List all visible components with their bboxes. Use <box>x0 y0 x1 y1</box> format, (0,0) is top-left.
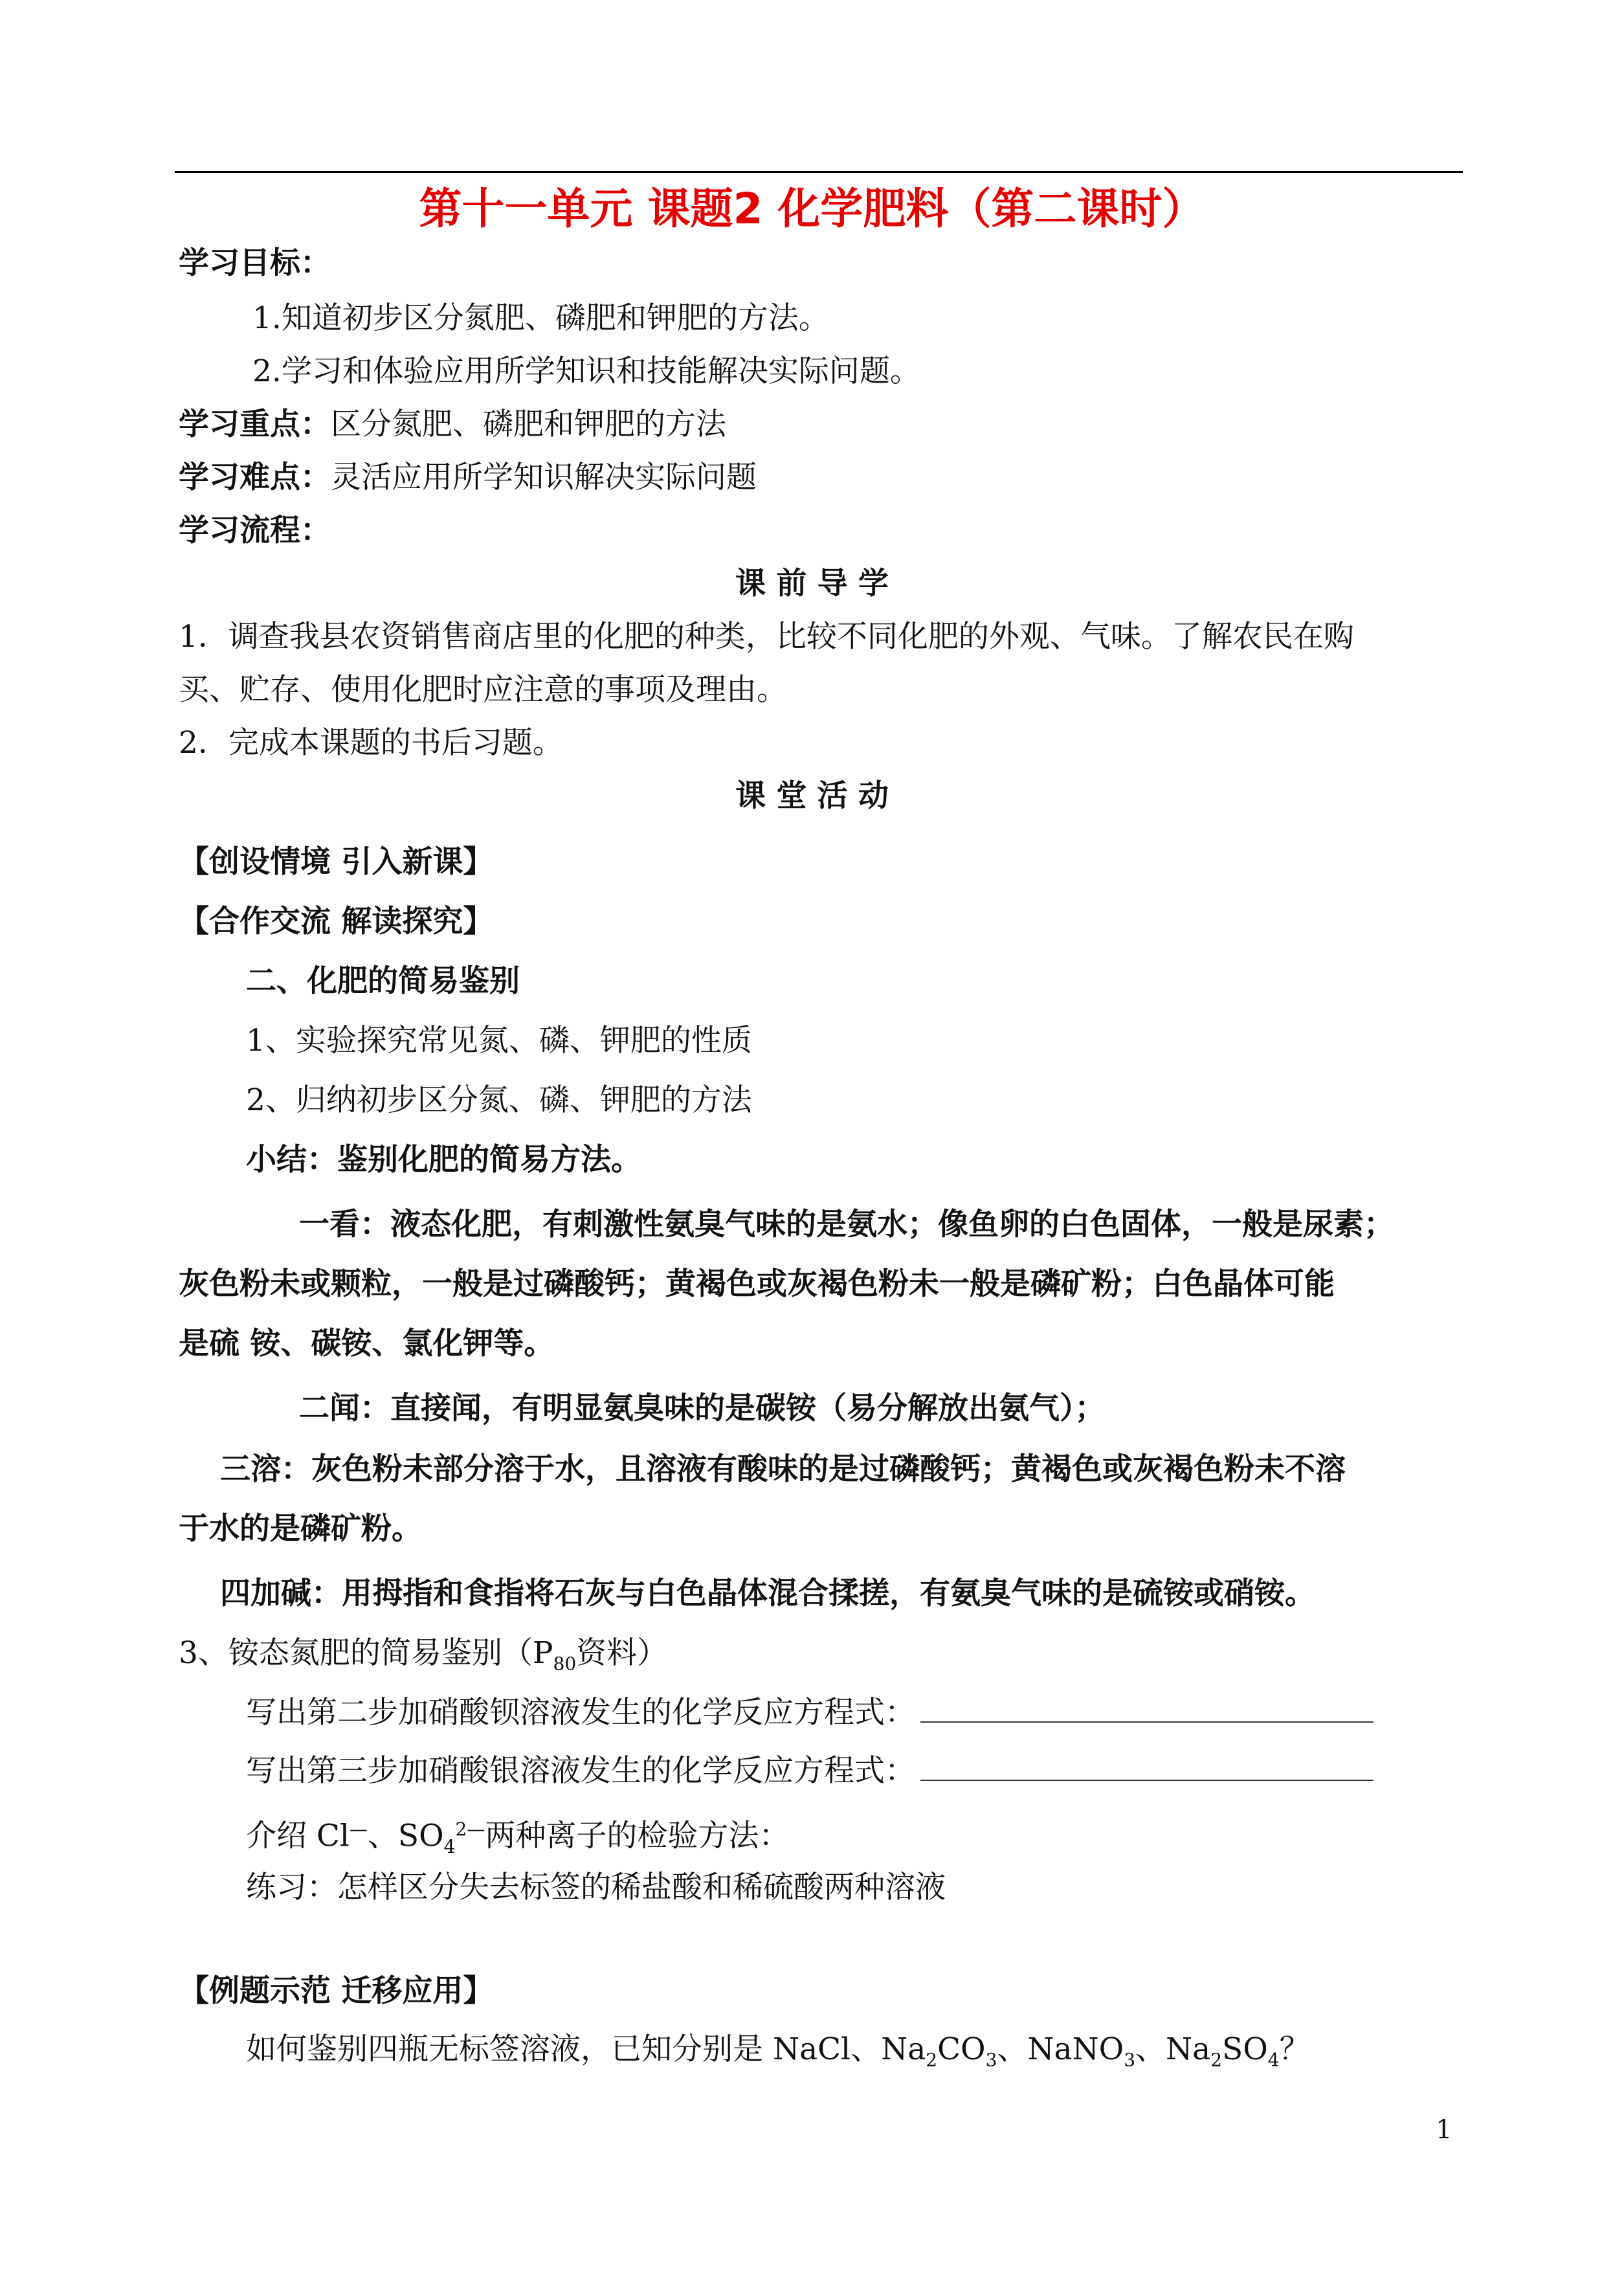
smell-line: 二闻：直接闻，有明显氨臭味的是碳铵（易分解放出氨气）； <box>299 1391 1106 1426</box>
key-point <box>179 405 726 444</box>
q-sub-1: 2 <box>926 2049 938 2071</box>
write-equation-3-text: 写出第三步加硝酸银溶液发生的化学反应方程式： <box>246 1753 915 1789</box>
sulfate-charge: — <box>467 1818 485 1840</box>
look-line-2: 灰色粉未或颗粒，一般是过磷酸钙；黄褐色或灰褐色粉未一般是磷矿粉；白色晶体可能 <box>179 1266 1335 1302</box>
sulfate-superscript: 2 <box>455 1818 467 1840</box>
chloride-charge: — <box>349 1818 368 1840</box>
step-3-subscript: 80 <box>553 1653 577 1675</box>
ion-intro-prefix: 介绍 Cl <box>246 1818 350 1854</box>
q-mid-1: CO <box>937 2031 986 2067</box>
ion-intro-suffix: 两种离子的检验方法： <box>485 1818 790 1854</box>
write-equation-3 <box>246 1752 1374 1791</box>
pre-class-item2: 2．完成本课题的书后习题。 <box>179 725 563 761</box>
page-title: 第十一单元 课题2 化学肥料（第二课时） <box>419 184 1205 234</box>
process-label: 学习流程： <box>179 513 331 548</box>
q-sub-3: 3 <box>1124 2049 1136 2071</box>
q-mid-3: 、Na <box>1135 2031 1211 2067</box>
alkali-line: 四加碱：用拇指和食指将石灰与白色晶体混合揉搓，有氨臭气味的是硫铵或硝铵。 <box>220 1576 1315 1611</box>
section-create-scene: 【创设情境 引入新课】 <box>179 844 494 880</box>
difficulty-text: 灵活应用所学知识解决实际问题 <box>331 460 757 495</box>
class-activity-heading: 课 堂 活 动 <box>735 778 889 814</box>
answer-blank-2[interactable] <box>920 1695 1374 1723</box>
step-3-prefix: 3、铵态氮肥的简易鉴别（P <box>179 1635 553 1671</box>
pre-class-item1-line1: 1．调查我县农资销售商店里的化肥的种类，比较不同化肥的外观、气味。了解农民在购 <box>179 619 1354 654</box>
ion-intro-mid: 、SO <box>367 1818 444 1854</box>
pre-class-item1-line2: 买、贮存、使用化肥时应注意的事项及理由。 <box>179 672 787 708</box>
ion-intro <box>246 1810 789 1866</box>
q-suffix: ？ <box>1279 2031 1310 2067</box>
write-equation-2-text: 写出第二步加硝酸钡溶液发生的化学反应方程式： <box>246 1695 915 1730</box>
practice: 练习：怎样区分失去标签的稀盐酸和稀硫酸两种溶液 <box>246 1870 946 1905</box>
pre-class-heading: 课 前 导 学 <box>735 566 889 601</box>
section-cooperation: 【合作交流 解读探究】 <box>179 904 494 939</box>
objectives-label: 学习目标： <box>179 245 331 281</box>
q-sub-5: 4 <box>1267 2049 1280 2071</box>
step-3-suffix: 资料） <box>576 1635 668 1671</box>
key-point-text: 区分氮肥、磷肥和钾肥的方法 <box>331 407 726 442</box>
look-line-3: 是硫 铵、碳铵、氯化钾等。 <box>179 1326 555 1361</box>
page-number: 1 <box>1436 2115 1452 2145</box>
answer-blank-3[interactable] <box>920 1754 1374 1781</box>
key-point-label: 学习重点： <box>179 407 331 442</box>
step-2: 2、归纳初步区分氮、磷、钾肥的方法 <box>246 1082 752 1118</box>
q-prefix: 如何鉴别四瓶无标签溶液，已知分别是 NaCl、Na <box>246 2031 926 2067</box>
q-sub-4: 2 <box>1210 2049 1223 2071</box>
header-rule <box>175 171 1463 173</box>
objective-1: 1.知道初步区分氮肥、磷肥和钾肥的方法。 <box>252 300 829 336</box>
q-mid-4: SO <box>1222 2031 1268 2067</box>
example-question <box>246 2030 1310 2079</box>
summary: 小结：鉴别化肥的简易方法。 <box>246 1142 641 1178</box>
dissolve-line-1: 三溶：灰色粉未部分溶于水，且溶液有酸味的是过磷酸钙；黄褐色或灰褐色粉未不溶 <box>220 1451 1346 1487</box>
objective-2: 2.学习和体验应用所学知识和技能解决实际问题。 <box>252 353 920 389</box>
sulfate-subscript: 4 <box>443 1836 456 1858</box>
difficulty <box>179 458 757 497</box>
step-3 <box>179 1634 667 1683</box>
difficulty-label: 学习难点： <box>179 460 331 495</box>
q-sub-2: 3 <box>985 2049 997 2071</box>
step-1: 1、实验探究常见氮、磷、钾肥的性质 <box>246 1023 752 1058</box>
sub-heading-identification: 二、化肥的简易鉴别 <box>246 963 520 999</box>
dissolve-line-2: 于水的是磷矿粉。 <box>179 1511 422 1547</box>
write-equation-2 <box>246 1694 1374 1732</box>
q-mid-2: 、NaNO <box>997 2031 1124 2067</box>
look-line-1: 一看：液态化肥，有刺激性氨臭气味的是氨水；像鱼卵的白色固体，一般是尿素； <box>299 1207 1394 1242</box>
example-heading: 【例题示范 迁移应用】 <box>179 1973 494 2009</box>
